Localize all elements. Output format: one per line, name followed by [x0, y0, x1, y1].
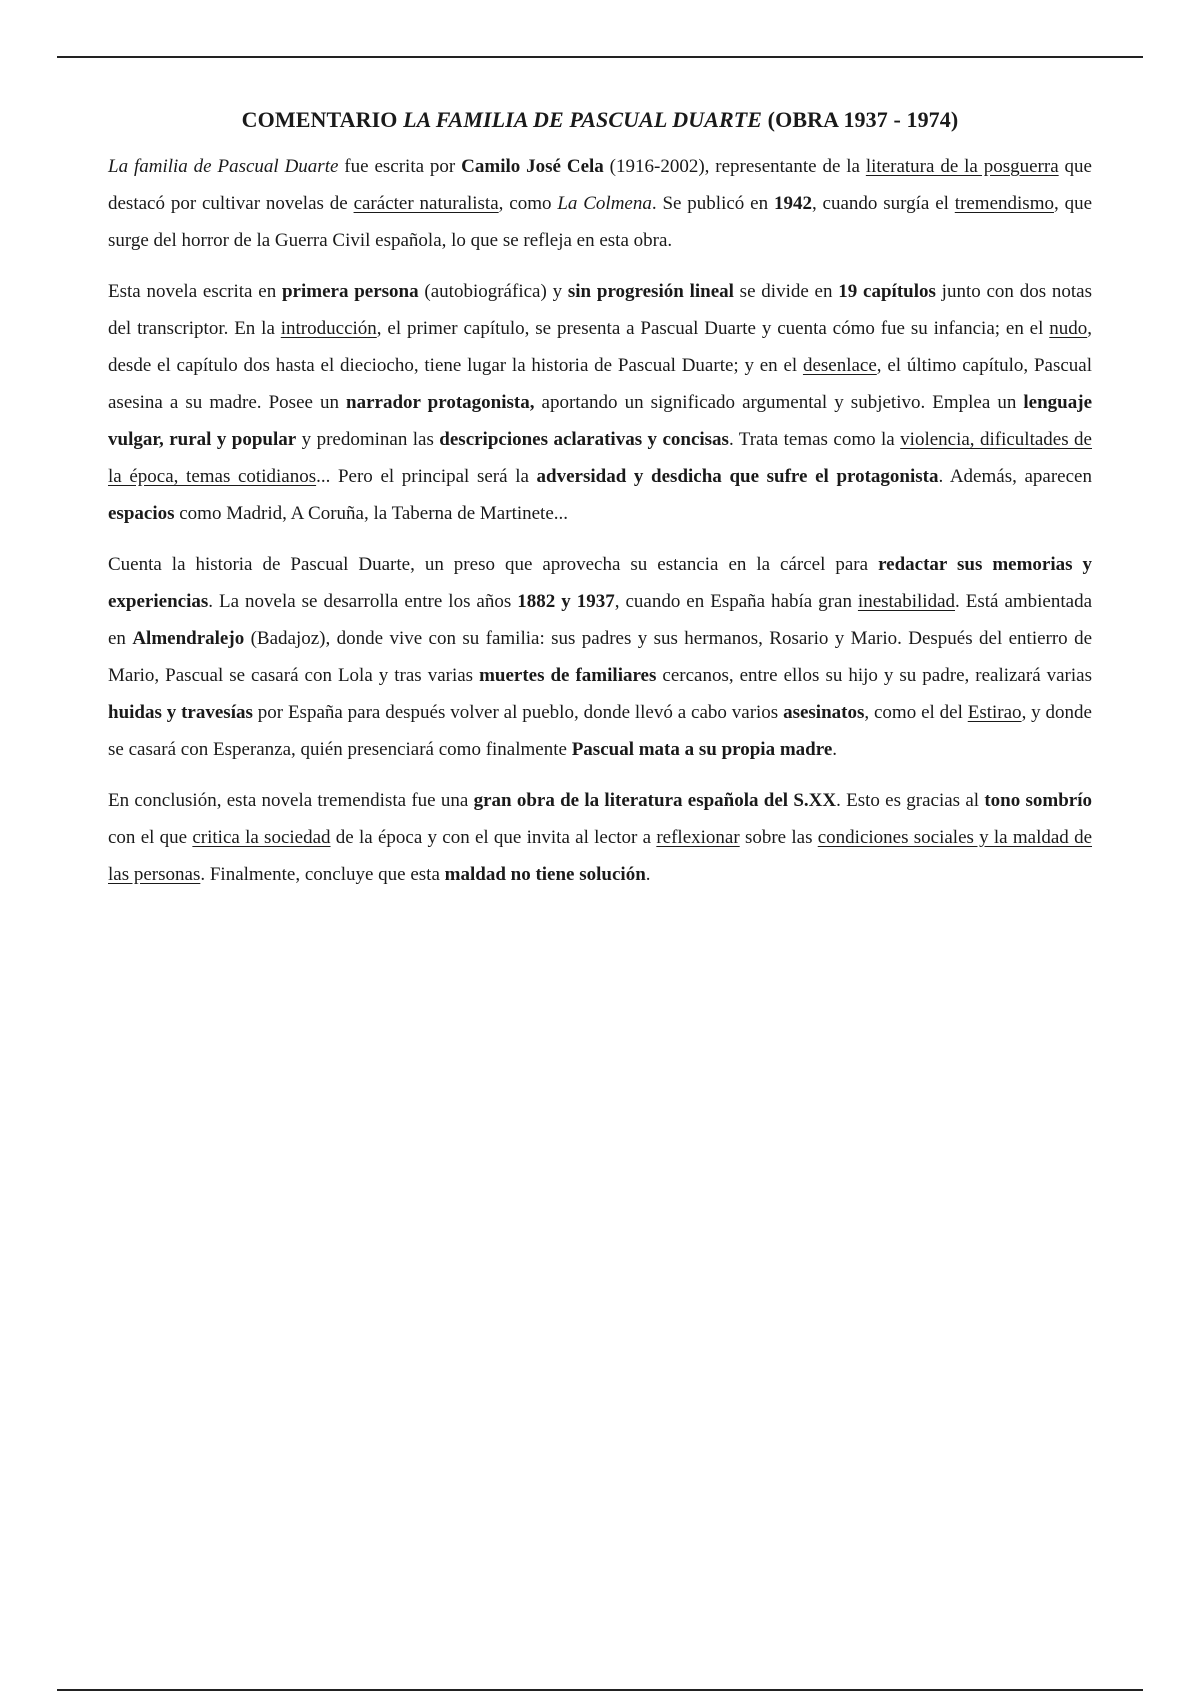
text-span: . Se publicó en	[651, 193, 774, 214]
text-span: literatura de la posguerra	[865, 156, 1059, 177]
text-span: espacios	[108, 503, 175, 524]
title-book-name: LA FAMILIA DE PASCUAL DUARTE	[403, 107, 763, 132]
text-span: aportando un significado argumental y subjetivo. Emplea un	[534, 392, 1024, 413]
text-span: con el que	[108, 827, 193, 848]
text-span: , cuando surgía el	[811, 193, 955, 214]
text-span: (autobiográfica) y	[418, 281, 568, 302]
text-span: y predominan las	[296, 429, 440, 450]
text-span: inestabilidad	[857, 591, 956, 612]
paragraph-introduction	[108, 148, 1092, 259]
text-span: se divide en	[733, 281, 839, 302]
text-span: que destacó por cultivar novelas de	[108, 156, 1092, 214]
paragraph-conclusion	[108, 782, 1092, 893]
text-span: . Finalmente, concluye que esta	[200, 864, 445, 885]
text-span: fue escrita por	[338, 156, 462, 177]
text-span: reflexionar	[656, 827, 740, 848]
text-span: La Colmena	[557, 193, 652, 214]
text-span: muertes de familiares	[479, 665, 657, 686]
text-span: junto con dos notas del transcriptor. En la	[108, 281, 1092, 339]
text-span: 1882 y 1937	[517, 591, 615, 612]
text-span: descripciones aclarativas y concisas	[439, 429, 729, 450]
text-span: .	[645, 864, 651, 885]
text-span: de la época y con el que invita al lector a	[330, 827, 657, 848]
text-span: redactar sus memorias y experiencias	[108, 554, 1092, 612]
text-span: En conclusión, esta novela tremendista fue una	[108, 790, 474, 811]
text-span: , el primer capítulo, se presenta a Pascual Duarte y cuenta cómo fue su infancia; en el	[376, 318, 1050, 339]
text-span: primera persona	[281, 281, 419, 302]
text-span: tremendismo	[954, 193, 1054, 214]
text-span: maldad no tiene solución	[444, 864, 646, 885]
text-span: Camilo José Cela	[461, 156, 604, 177]
text-span: sobre las	[739, 827, 818, 848]
text-span: , que surge del horror de la Guerra Civil española, lo que se refleja en esta obra.	[108, 193, 1093, 251]
text-span: narrador protagonista,	[346, 392, 535, 413]
text-span: . Está ambientada en	[108, 591, 1093, 649]
text-span: Almendralejo	[132, 628, 245, 649]
text-span: por España para después volver al pueblo, donde llevó a cabo varios	[252, 702, 784, 723]
text-span: condiciones sociales y la maldad de las personas	[108, 827, 1092, 885]
text-span: , como el del	[864, 702, 968, 723]
top-rule	[57, 56, 1143, 58]
text-span: Esta novela escrita en	[108, 281, 282, 302]
bottom-rule	[57, 1689, 1143, 1691]
text-span: como Madrid, A Coruña, la Taberna de Martinete...	[174, 503, 569, 524]
text-span: lenguaje vulgar, rural y popular	[108, 392, 1093, 450]
text-span: adversidad y desdicha que sufre el protagonista	[536, 466, 939, 487]
text-span: introducción	[280, 318, 377, 339]
text-span: carácter naturalista	[353, 193, 499, 214]
text-span: huidas y travesías	[108, 702, 253, 723]
text-span: cercanos, entre ellos su hijo y su padre, realizará varias	[656, 665, 1092, 686]
document-title	[108, 104, 1092, 136]
text-span: La familia de Pascual Duarte	[108, 156, 339, 177]
text-span: (1916-2002), representante de la	[603, 156, 866, 177]
text-span: , y donde se casará con Esperanza, quién presenciará como finalmente	[108, 702, 1092, 760]
text-span: gran obra de la literatura española del S.XX	[473, 790, 837, 811]
text-span: Estirao	[967, 702, 1022, 723]
text-span: , cuando en España había gran	[614, 591, 858, 612]
text-span: nudo	[1049, 318, 1088, 339]
text-span: . Además, aparecen	[938, 466, 1092, 487]
paragraph-structure	[108, 273, 1092, 532]
text-span: desenlace	[802, 355, 877, 376]
text-span: violencia, dificultades de la época, temas cotidianos	[108, 429, 1092, 487]
text-span: .	[832, 739, 838, 760]
document-body	[108, 104, 1092, 907]
text-span: Pascual mata a su propia madre	[571, 739, 833, 760]
text-span: , como	[498, 193, 558, 214]
text-span: 19 capítulos	[838, 281, 936, 302]
text-span: asesinatos	[783, 702, 865, 723]
text-span: (Badajoz), donde vive con su familia: sus padres y sus hermanos, Rosario y Mario. Después del entierro de Mario, Pascual se casará con Lola y tras varias	[108, 628, 1092, 686]
text-span: sin progresión lineal	[567, 281, 734, 302]
paragraph-plot	[108, 546, 1092, 768]
title-prefix: COMENTARIO	[241, 107, 404, 132]
title-suffix: (OBRA 1937 - 1974)	[762, 107, 959, 132]
text-span: tono sombrío	[984, 790, 1092, 811]
text-span: . Esto es gracias al	[836, 790, 985, 811]
text-span: 1942	[773, 193, 812, 214]
text-span: critica la sociedad	[192, 827, 331, 848]
text-span: . La novela se desarrolla entre los años	[208, 591, 518, 612]
text-span: , desde el capítulo dos hasta el dieciocho, tiene lugar la historia de Pascual Duarte; y en el	[108, 318, 1093, 376]
text-span: . Trata temas como la	[728, 429, 901, 450]
text-span: ... Pero el principal será la	[316, 466, 537, 487]
text-span: Cuenta la historia de Pascual Duarte, un preso que aprovecha su estancia en la cárcel para	[108, 554, 879, 575]
text-span: , el último capítulo, Pascual asesina a su madre. Posee un	[108, 355, 1092, 413]
